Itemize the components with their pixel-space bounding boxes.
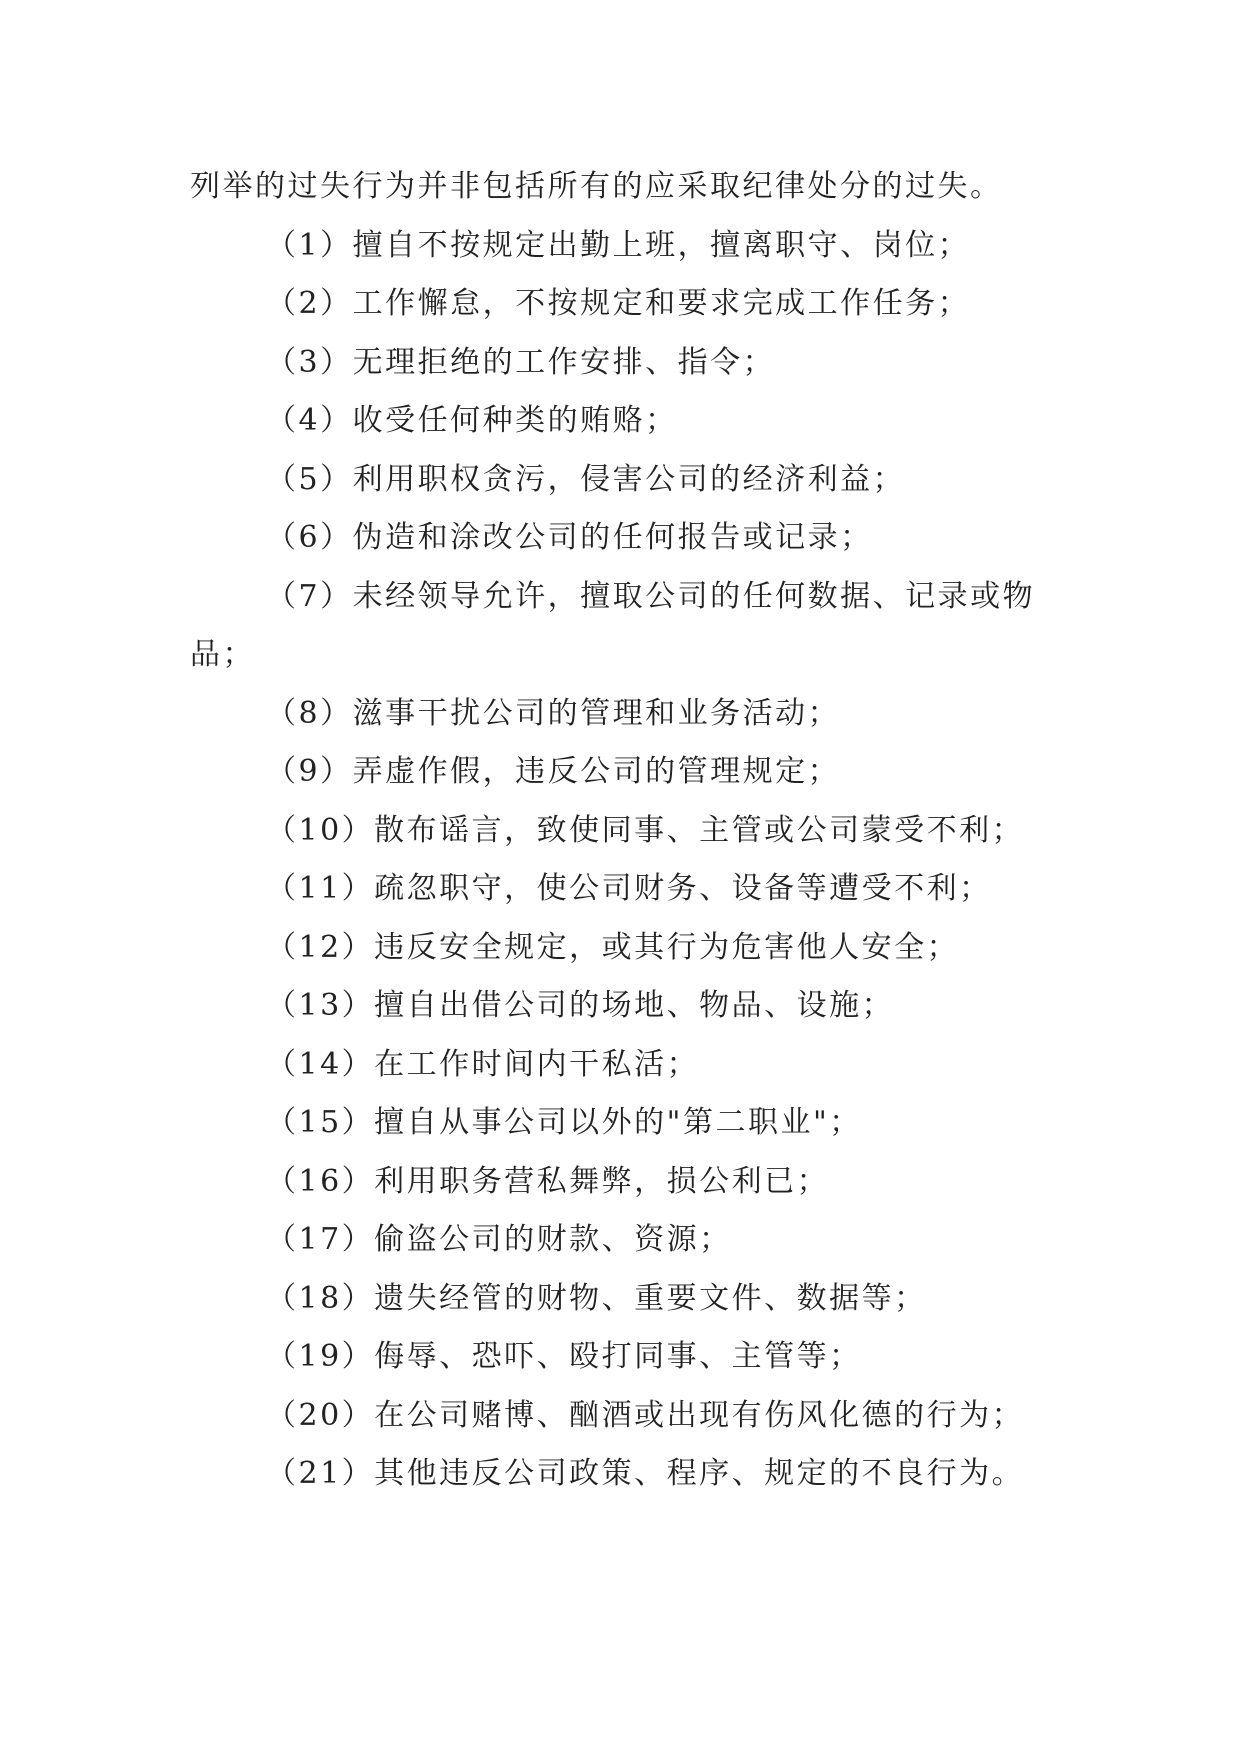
list-item-7: （7）未经领导允许，擅取公司的任何数据、记录或物品； [190, 578, 1036, 672]
list-item-5: （5）利用职权贪污，侵害公司的经济利益； [266, 461, 906, 497]
document-body [190, 158, 1070, 1504]
list-item-19: （19）侮辱、恐吓、殴打同事、主管等； [266, 1339, 862, 1374]
list-item-15: （15）擅自从事公司以外的"第二职业"； [266, 1105, 862, 1140]
list-item-6: （6）伪造和涂改公司的任何报告或记录； [266, 520, 873, 555]
list-item-2: （2）工作懈怠，不按规定和要求完成工作任务； [266, 286, 971, 321]
list-item-14: （14）在工作时间内干私活； [266, 1046, 700, 1082]
list-item-4: （4）收受任何种类的贿赂； [266, 403, 678, 438]
intro-paragraph: 列举的过失行为并非包括所有的应采取纪律处分的过失。 [190, 169, 1003, 204]
list-item-20: （20）在公司赌博、酗酒或出现有伤风化德的行为； [266, 1397, 1025, 1433]
list-item-21: （21）其他违反公司政策、程序、规定的不良行为。 [266, 1456, 1025, 1491]
list-item-13: （13）擅自出借公司的场地、物品、设施； [266, 988, 895, 1023]
list-item-3: （3）无理拒绝的工作安排、指令； [266, 344, 776, 380]
list-item-10: （10）散布谣言，致使同事、主管或公司蒙受不利； [266, 812, 1025, 848]
list-item-16: （16）利用职务营私舞弊，损公利已； [266, 1163, 830, 1199]
list-item-17: （17）偷盗公司的财款、资源； [266, 1222, 732, 1257]
list-item-18: （18）遗失经管的财物、重要文件、数据等； [266, 1280, 927, 1316]
list-item-8: （8）滋事干扰公司的管理和业务活动； [266, 695, 841, 731]
list-item-1: （1）擅自不按规定出勤上班，擅离职守、岗位； [266, 227, 971, 263]
list-item-11: （11）疏忽职守，使公司财务、设备等遭受不利； [266, 871, 992, 906]
list-item-12: （12）违反安全规定，或其行为危害他人安全； [266, 929, 960, 965]
list-item-9: （9）弄虚作假，违反公司的管理规定； [266, 754, 841, 789]
